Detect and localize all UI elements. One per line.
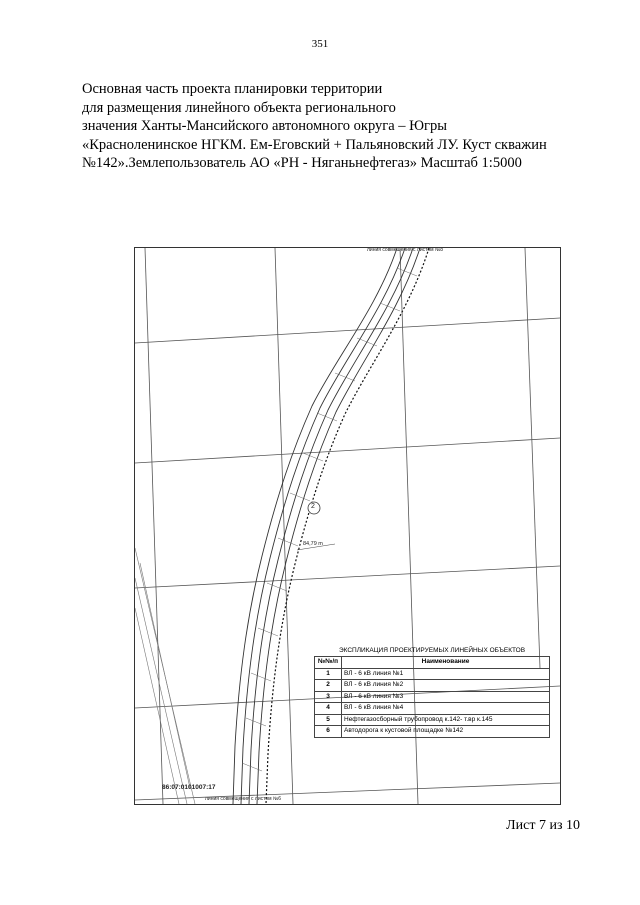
legend-title: ЭКСПЛИКАЦИЯ ПРОЕКТИРУЕМЫХ ЛИНЕЙНЫХ ОБЪЕКТОВ xyxy=(338,647,526,654)
legend-row-name: ВЛ - 6 кВ линия №3 xyxy=(342,691,550,703)
match-line-top-label: линия совмещения с листом №8 xyxy=(367,247,444,253)
legend-row-name: Нефтегазосборный трубопровод к.142- т.вр к.145 xyxy=(342,714,550,726)
title-line-3: значения Ханты-Мансийского автономного округа – Югры xyxy=(82,118,447,134)
legend-row-num: 4 xyxy=(315,703,342,715)
legend-col-num: №№/п xyxy=(315,657,342,669)
legend-row-name: Автодорога к кустовой площадке №142 xyxy=(342,726,550,738)
legend-row xyxy=(315,680,550,692)
legend-row xyxy=(315,703,550,715)
grid-line xyxy=(275,248,293,804)
legend-row-num: 1 xyxy=(315,668,342,680)
legend-row xyxy=(315,714,550,726)
distance-label: 84,79 m xyxy=(303,541,323,547)
title-line-1: Основная часть проекта планировки территории xyxy=(82,81,383,97)
title-line-4: «Красноленинское НГКМ. Ем-Еговский + Пальяновский ЛУ. Куст скважин xyxy=(82,136,547,153)
legend-row-num: 5 xyxy=(315,714,342,726)
legend-row-name: ВЛ - 6 кВ линия №4 xyxy=(342,703,550,715)
grid-line xyxy=(135,318,560,343)
sheet-label: Лист 7 из 10 xyxy=(506,818,580,833)
legend-row xyxy=(315,668,550,680)
parcel-code-label: 86:07:0101007:17 xyxy=(162,784,216,791)
legend-row xyxy=(315,691,550,703)
legend-row xyxy=(315,726,550,738)
legend-row-num: 3 xyxy=(315,691,342,703)
legend-header-row xyxy=(315,657,550,669)
legend-col-name: Наименование xyxy=(342,657,550,669)
match-line-bottom-label: линия совмещения с листом №6 xyxy=(205,796,282,802)
legend-row-name: ВЛ - 6 кВ линия №2 xyxy=(342,680,550,692)
legend-row-name: ВЛ - 6 кВ линия №1 xyxy=(342,668,550,680)
title-line-2: для размещения линейного объекта регионального xyxy=(82,99,396,116)
legend-table xyxy=(314,656,550,738)
legend-row-num: 6 xyxy=(315,726,342,738)
legend-explication xyxy=(314,645,550,738)
legend-row-num: 2 xyxy=(315,680,342,692)
grid-line xyxy=(135,438,560,463)
grid-line xyxy=(135,566,560,588)
document-title xyxy=(82,80,562,173)
title-line-5: №142».Землепользователь АО «РН - Няганьнефтегаз» Масштаб 1:5000 xyxy=(82,155,522,171)
grid-line xyxy=(525,248,540,668)
circle-marker-label: 2 xyxy=(311,503,315,510)
page-number: 351 xyxy=(311,38,329,50)
